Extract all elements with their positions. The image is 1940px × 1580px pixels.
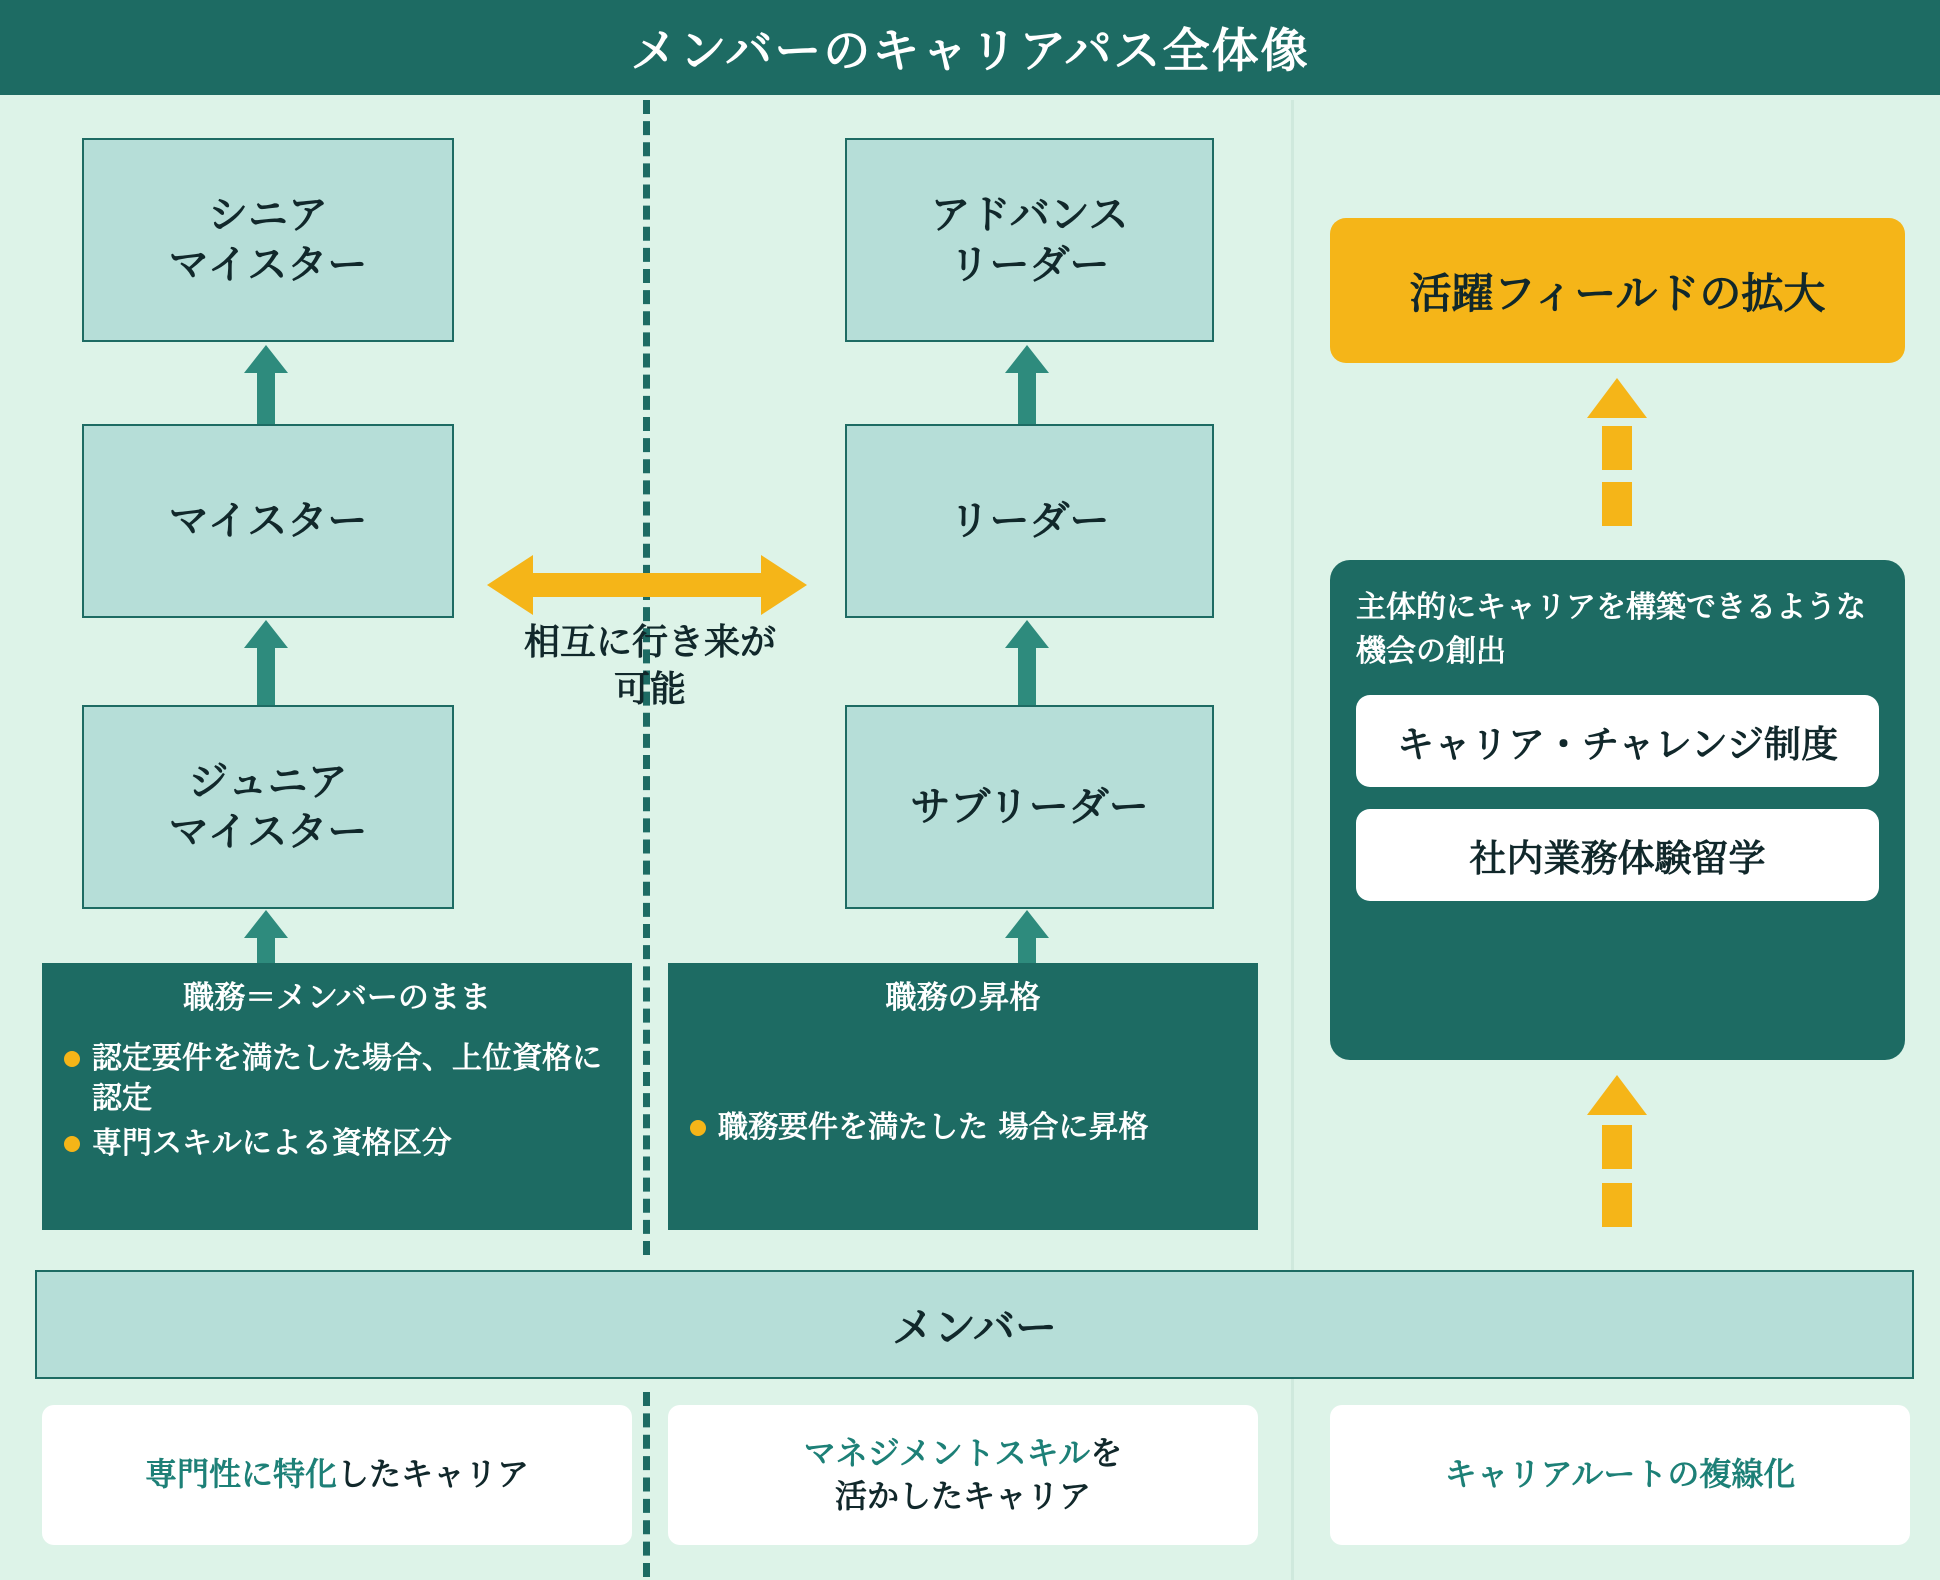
bullet-dot-icon [64, 1136, 80, 1152]
column-separator-dashed-bottom [643, 1392, 650, 1577]
level-box-leader [845, 424, 1214, 618]
level-label-line1: リーダー [949, 498, 1110, 544]
level-box-senior-meister [82, 138, 454, 342]
caption-card-middle [668, 1405, 1258, 1545]
level-box-sub-leader [845, 705, 1214, 909]
bullet-dot-icon [64, 1051, 80, 1067]
caption-mid: を [1090, 1433, 1123, 1472]
opportunity-text: 主体的にキャリアを構築できるような機会の創出 [1356, 590, 1866, 669]
dashed-arrow-up-bottom [1595, 1075, 1639, 1275]
caption-highlight: 専門性に特化 [144, 1455, 337, 1494]
program-pill-career-challenge: キャリア・チャレンジ制度 [1356, 695, 1879, 787]
note-item: 職務要件を満たした 場合に昇格 [686, 1108, 1148, 1148]
caption-card-left [42, 1405, 632, 1545]
note-item: 認定要件を満たした場合、上位資格に認定 [60, 1039, 614, 1118]
level-label-line1: マイスター [168, 498, 368, 544]
program-pill-internal-work-experience: 社内業務体験留学 [1356, 809, 1879, 901]
note-block-left [42, 1025, 632, 1230]
strip-header-middle: 職務の昇格 [668, 963, 1258, 1025]
two-way-arrow-label: 相互に行き来が 可能 [523, 622, 776, 710]
two-way-arrow-icon [487, 555, 807, 615]
bullet-dot-icon [690, 1120, 706, 1136]
level-box-junior-meister [82, 705, 454, 909]
strip-header-left: 職務＝メンバーのまま [42, 963, 632, 1025]
level-label-line1: アドバンス [930, 192, 1129, 238]
level-label-line1: サブリーダー [910, 784, 1149, 830]
level-label-line2: リーダー [949, 242, 1110, 288]
level-label-line2: マイスター [168, 242, 368, 288]
note-item: 専門スキルによる資格区分 [60, 1124, 614, 1164]
level-label-line1: シニア [208, 192, 328, 238]
caption-highlight: マネジメントスキル [803, 1433, 1091, 1472]
member-bar: メンバー [35, 1270, 1914, 1379]
level-label-line2: マイスター [168, 809, 368, 855]
note-block-middle [668, 1025, 1258, 1230]
title-bar [0, 0, 1940, 95]
page-title: メンバーのキャリアパス全体像 [630, 24, 1310, 79]
caption-rest: 活かしたキャリア [834, 1477, 1091, 1515]
caption-rest: したキャリア [337, 1455, 530, 1494]
level-box-advance-leader [845, 138, 1214, 342]
level-label-line1: ジュニア [188, 759, 348, 805]
caption-card-right [1330, 1405, 1910, 1545]
level-box-meister [82, 424, 454, 618]
dashed-arrow-up-top [1595, 378, 1639, 558]
expand-field-box: 活躍フィールドの拡大 [1330, 218, 1905, 363]
caption-highlight: キャリアルートの複線化 [1444, 1455, 1796, 1494]
opportunity-box [1330, 560, 1905, 1060]
